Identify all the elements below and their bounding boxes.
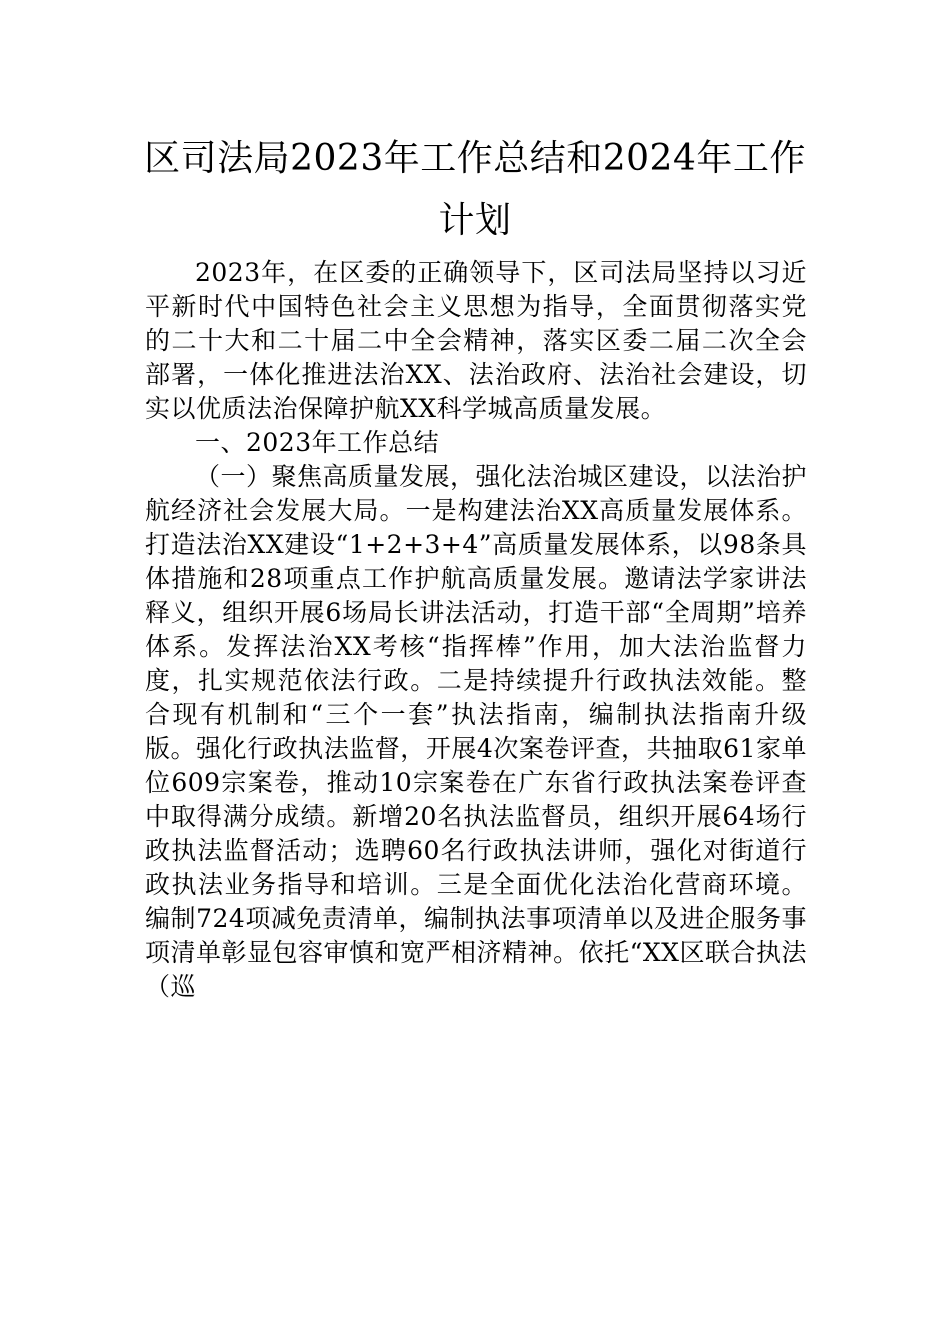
intro-paragraph: 2023年，在区委的正确领导下，区司法局坚持以习近平新时代中国特色社会主义思想为指导，全面贯彻落实党的二十大和二十届二中全会精神，落实区委二届二次全会部署，一体化推进法治XX、法治政府、法治社会建设，切实以优质法治保障护航XX科学城高质量发展。 (145, 258, 807, 423)
section-heading: 一、2023年工作总结 (195, 428, 440, 457)
document-title: 区司法局2023年工作总结和2024年工作计划 (144, 138, 806, 241)
subsection-paragraph: （一）聚焦高质量发展，强化法治城区建设，以法治护航经济社会发展大局。一是构建法治XX高质量发展体系。打造法治XX建设“1+2+3+4”高质量发展体系，以98条具体措施和28项重点工作护航高质量发展。邀请法学家讲法释义，组织开展6场局长讲法活动，打造干部“全周期”培养体系。发挥法治XX考核“指挥棒”作用，加大法治监督力度，扎实规范依法行政。二是持续提升行政执法效能。整合现有机制和“三个一套”执法指南，编制执法指南升级版。强化行政执法监督，开展4次案卷评查，共抽取61家单位609宗案卷，推动10宗案卷在广东省行政执法案卷评查中取得满分成绩。新增20名执法监督员，组织开展64场行政执法监督活动；选聘60名行政执法讲师，强化对街道行政执法业务指导和培训。三是全面优化法治化营商环境。编制724项减免责清单，编制执法事项清单以及进企服务事项清单彰显包容审慎和宽严相济精神。依托“XX区联合执法（巡 (145, 462, 808, 1001)
document-body (145, 256, 807, 1004)
